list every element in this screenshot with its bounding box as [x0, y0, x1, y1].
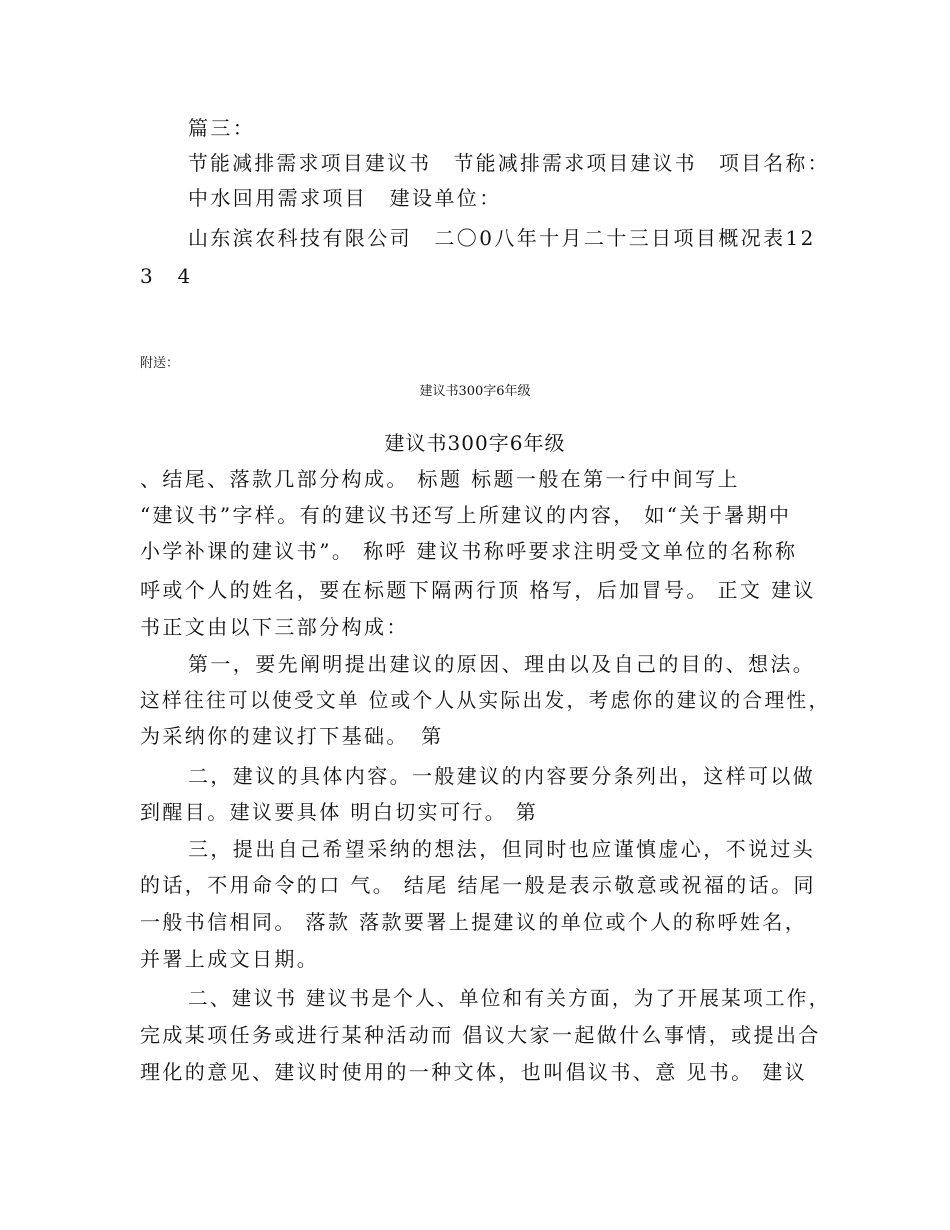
body-line: 二，建议的具体内容。一般建议的内容要分条列出，这样可以做 — [188, 764, 816, 788]
body-line: 这样往往可以使受文单 位或个人从实际出发，考虑你的建议的合理性， — [140, 688, 831, 712]
body-line: 的话，不用命令的口 气。 结尾 结尾一般是表示敬意或祝福的话。同 — [140, 873, 816, 897]
body-line: 并署上成文日期。 — [140, 947, 320, 971]
appendix-small-title: 建议书300字6年级 — [419, 384, 531, 399]
body-line: 到醒目。建议要具体 明白切实可行。 第 — [140, 800, 539, 824]
appendix-label: 附送： — [140, 356, 180, 371]
body-line: 理化的意见、建议时使用的一种文体，也叫倡议书、意 见书。 建议 — [140, 1060, 808, 1084]
part3-heading: 篇三： — [188, 116, 256, 140]
body-line: 为采纳你的建议打下基础。 第 — [140, 724, 444, 748]
body-line: 、结尾、落款几部分构成。 标题 标题一般在第一行中间写上 — [140, 467, 740, 491]
body-line: “建议书”字样。有的建议书还写上所建议的内容， 如“关于暑期中 — [140, 503, 792, 527]
part3-line-3: 山东滨农科技有限公司 二〇0八年十月二十三日项目概况表12 — [188, 226, 816, 250]
body-line: 第一，要先阐明提出建议的原因、理由以及自己的目的、想法。 — [188, 652, 816, 676]
part3-line-1: 节能减排需求项目建议书 节能减排需求项目建议书 项目名称： — [188, 151, 830, 175]
body-line: 书正文由以下三部分构成： — [140, 615, 409, 639]
body-line: 小学补课的建议书”。 称呼 建议书称呼要求注明受文单位的名称称 — [140, 539, 798, 563]
body-line: 完成某项任务或进行某种活动而 倡议大家一起做什么事情，或提出合 — [140, 1023, 821, 1047]
part3-line-4: 3 4 — [140, 264, 193, 288]
body-line: 三，提出自己希望采纳的想法，但同时也应谨慎虚心，不说过头 — [188, 837, 816, 861]
document-title: 建议书300字6年级 — [384, 431, 566, 455]
body-line: 呼或个人的姓名，要在标题下隔两行顶 格写，后加冒号。 正文 建议 — [140, 578, 816, 602]
body-line: 二、建议书 建议书是个人、单位和有关方面，为了开展某项工作， — [188, 986, 831, 1010]
body-line: 一般书信相同。 落款 落款要署上提建议的单位或个人的称呼姓名， — [140, 910, 808, 934]
part3-line-2: 中水回用需求项目 建设单位： — [188, 186, 502, 210]
